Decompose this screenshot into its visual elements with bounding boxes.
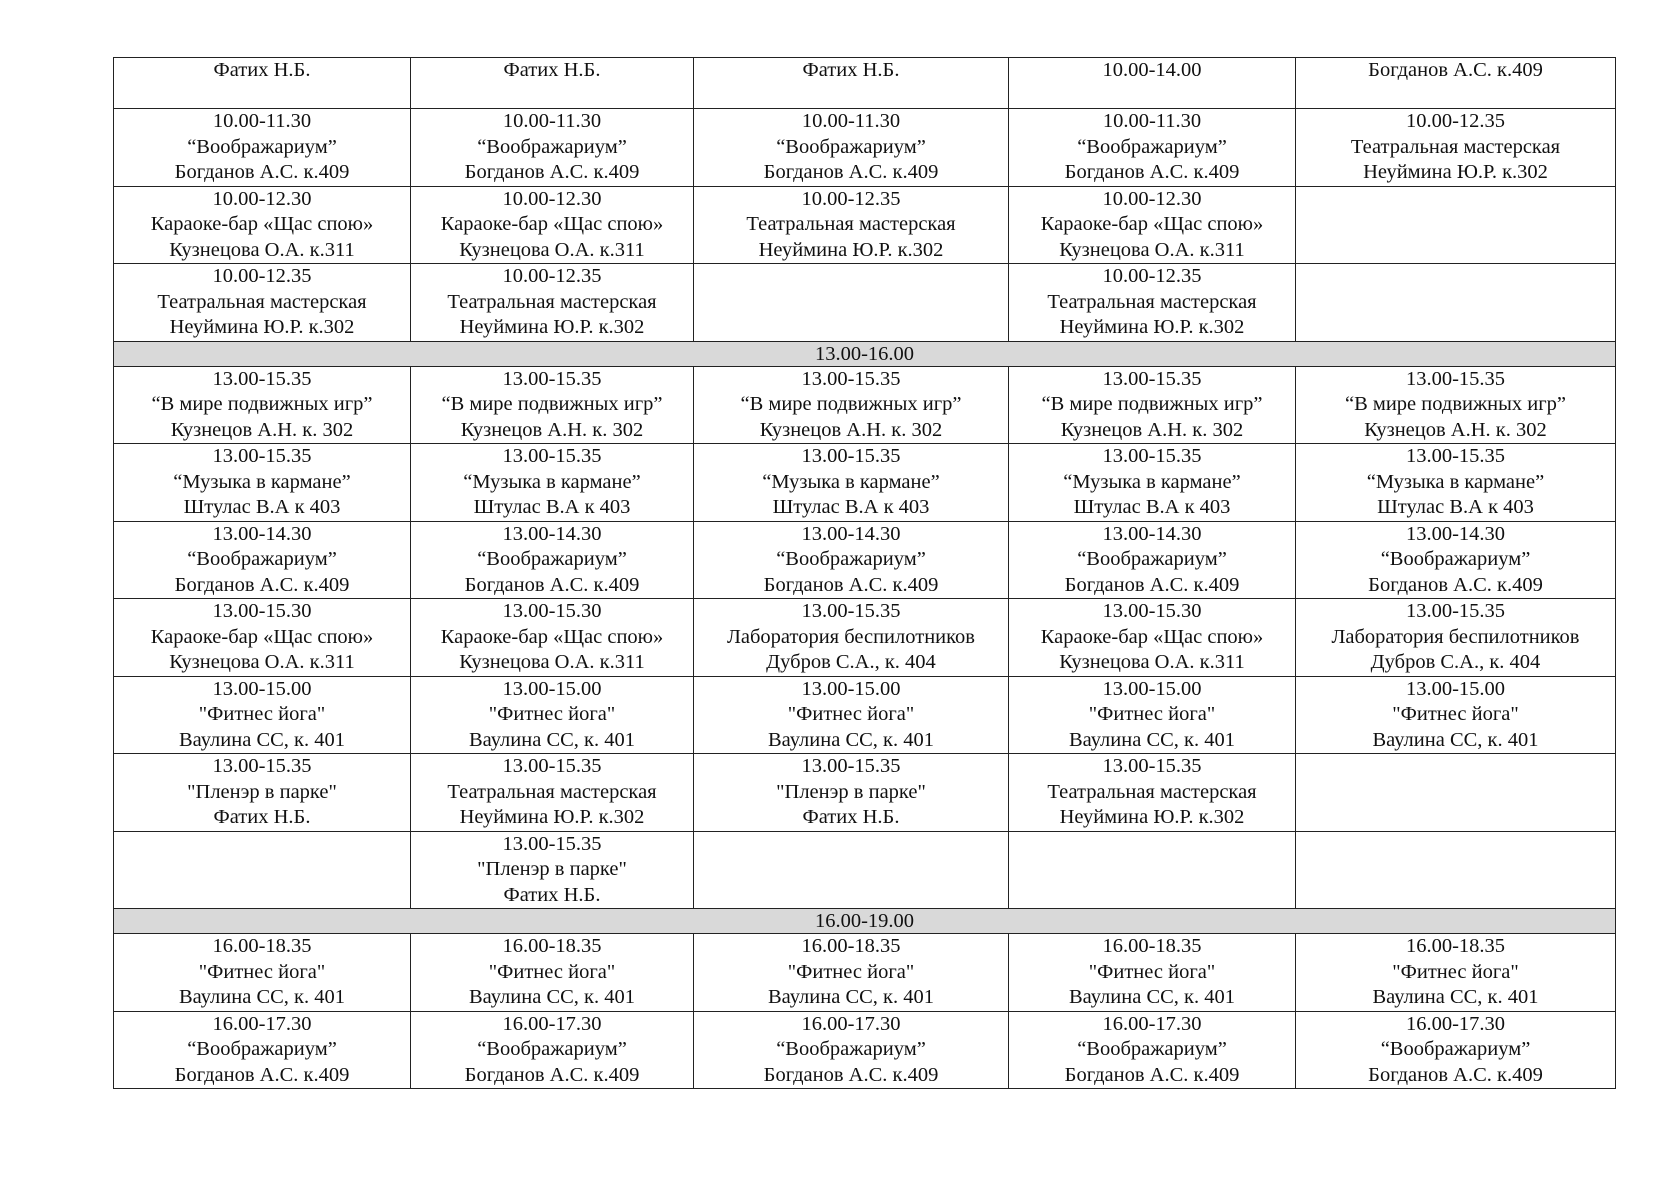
time-range: 13.00-15.35 [1405, 600, 1506, 622]
activity-name: “Воображариум” [1380, 1038, 1531, 1060]
teacher-room: Богданов А.С. к.409 [464, 161, 640, 183]
activity-name: Караоке-бар «Щас спою» [440, 213, 664, 235]
activity-name: Театральная мастерская [746, 213, 956, 235]
teacher-room: Богданов А.С. к.409 [174, 1063, 350, 1086]
class-entry-cell [411, 444, 694, 522]
table-row [114, 754, 1616, 832]
teacher-room: Неуймина Ю.Р. к.302 [459, 316, 645, 338]
teacher-room: Кузнецов А.Н. к. 302 [460, 418, 644, 441]
class-entry-cell [1296, 521, 1616, 599]
time-range: 13.00-15.00 [1102, 677, 1202, 700]
class-entry-cell [1009, 366, 1296, 444]
activity-name: "Фитнес йога" [787, 703, 915, 725]
class-entry-cell [694, 521, 1009, 599]
activity-name: Театральная мастерская [1047, 290, 1257, 313]
class-entry-cell [1296, 676, 1616, 754]
activity-name: “Музыка в кармане” [1063, 470, 1241, 493]
teacher-room: Ваулина СС, к. 401 [1372, 728, 1539, 751]
time-range: 13.00-15.35 [1102, 755, 1202, 777]
table-row [114, 109, 1616, 187]
class-entry-cell [114, 444, 411, 522]
empty-cell [694, 264, 1009, 342]
time-range: 13.00-15.30 [502, 600, 602, 622]
class-entry-cell [114, 186, 411, 264]
activity-name: “Воображариум” [776, 135, 926, 158]
activity-name: "Фитнес йога" [1392, 703, 1519, 725]
time-range: 13.00-15.30 [212, 600, 312, 622]
activity-name: "Фитнес йога" [1088, 703, 1216, 725]
teacher-room: Ваулина СС, к. 401 [1068, 986, 1236, 1008]
activity-name: “Музыка в кармане” [463, 470, 641, 493]
teacher-room: Ваулина СС, к. 401 [1068, 728, 1236, 751]
activity-name: “Воображариум” [1077, 1038, 1227, 1060]
time-range: 13.00-15.35 [1102, 445, 1202, 467]
empty-cell [114, 831, 411, 909]
class-entry-cell [411, 366, 694, 444]
teacher-room: Богданов А.С. к.409 [1368, 1063, 1543, 1086]
table-row [114, 934, 1616, 1012]
teacher-room: Неуймина Ю.Р. к.302 [1363, 161, 1548, 183]
teacher-room: Богданов А.С. к.409 [763, 161, 939, 183]
class-entry-cell [1009, 754, 1296, 832]
table-row [114, 186, 1616, 264]
teacher-room: Кузнецова О.А. к.311 [459, 238, 645, 261]
empty-cell [1296, 831, 1616, 909]
activity-name: Лаборатория беспилотников [1331, 625, 1580, 648]
activity-name: “Воображариум” [477, 548, 627, 570]
teacher-room: Неуймина Ю.Р. к.302 [1059, 806, 1245, 828]
teacher-room: Кузнецова О.А. к.311 [1059, 238, 1245, 261]
activity-name: "Пленэр в парке" [477, 858, 627, 880]
time-range: 16.00-18.35 [801, 935, 901, 957]
time-range: 13.00-15.35 [1405, 367, 1506, 390]
activity-name: “В мире подвижных игр” [1344, 393, 1567, 415]
time-range: 13.00-15.35 [502, 832, 602, 855]
table-cell [694, 58, 1009, 109]
activity-name: "Пленэр в парке" [187, 780, 337, 803]
teacher-room: Богданов А.С. к.409 [174, 161, 350, 183]
teacher-room: Неуймина Ю.Р. к.302 [459, 806, 645, 828]
empty-cell [1296, 264, 1616, 342]
time-range: 13.00-15.35 [502, 755, 602, 777]
table-row [114, 676, 1616, 754]
teacher-room: Богданов А.С. к.409 [1064, 573, 1240, 596]
activity-name: “Воображариум” [776, 1038, 926, 1060]
teacher-room: Фатих Н.Б. [802, 806, 900, 828]
activity-name: Театральная мастерская [1047, 780, 1257, 803]
teacher-room: Богданов А.С. к.409 [763, 573, 939, 596]
time-range: 13.00-15.30 [1102, 600, 1202, 622]
teacher-room: Штулас В.А к 403 [772, 496, 930, 518]
activity-name: "Фитнес йога" [488, 960, 616, 983]
time-range: 13.00-15.35 [212, 445, 312, 467]
section-header: 16.00-19.00 [114, 909, 1616, 934]
activity-name: “В мире подвижных игр” [1041, 393, 1263, 415]
time-range: 16.00-18.35 [502, 935, 602, 957]
class-entry-cell [411, 754, 694, 832]
cell-line: Фатих Н.Б. [503, 59, 601, 81]
table-row [114, 1011, 1616, 1089]
section-header-row [114, 909, 1616, 934]
time-range: 13.00-15.00 [502, 677, 602, 700]
activity-name: "Фитнес йога" [198, 960, 326, 983]
class-entry-cell [114, 754, 411, 832]
time-range: 10.00-11.30 [212, 110, 312, 132]
time-range: 13.00-15.00 [801, 677, 901, 700]
class-entry-cell [114, 599, 411, 677]
time-range: 16.00-18.35 [212, 935, 312, 957]
time-range: 16.00-17.30 [502, 1012, 602, 1035]
class-entry-cell [694, 676, 1009, 754]
time-range: 13.00-15.35 [212, 755, 312, 777]
activity-name: “Воображариум” [477, 1038, 627, 1060]
time-range: 13.00-15.35 [801, 600, 901, 622]
teacher-room: Богданов А.С. к.409 [763, 1063, 939, 1086]
time-range: 10.00-12.30 [212, 187, 312, 210]
activity-name: “Воображариум” [1380, 548, 1531, 570]
time-range: 13.00-15.35 [801, 445, 901, 467]
class-entry-cell [411, 599, 694, 677]
table-row [114, 264, 1616, 342]
activity-name: Караоке-бар «Щас спою» [150, 625, 374, 648]
class-entry-cell [694, 444, 1009, 522]
teacher-room: Фатих Н.Б. [503, 883, 601, 906]
activity-name: "Пленэр в парке" [776, 780, 926, 803]
class-entry-cell [694, 186, 1009, 264]
cell-line: Богданов А.С. к.409 [1368, 59, 1543, 81]
activity-name: “Воображариум” [776, 548, 926, 570]
class-entry-cell [411, 521, 694, 599]
activity-name: “В мире подвижных игр” [151, 393, 373, 415]
table-row [114, 521, 1616, 599]
teacher-room: Штулас В.А к 403 [1377, 496, 1534, 518]
class-entry-cell [411, 264, 694, 342]
class-entry-cell [411, 186, 694, 264]
activity-name: Театральная мастерская [1350, 135, 1561, 158]
section-header-row [114, 341, 1616, 366]
table-cell [1296, 58, 1616, 109]
teacher-room: Дубров С.А., к. 404 [766, 651, 936, 673]
time-range: 13.00-15.35 [801, 367, 901, 390]
time-range: 16.00-18.35 [1405, 935, 1506, 957]
time-range: 13.00-15.00 [212, 677, 312, 700]
activity-name: Караоке-бар «Щас спою» [1040, 625, 1264, 648]
activity-name: “Воображариум” [187, 548, 337, 570]
time-range: 13.00-15.00 [1405, 677, 1506, 700]
time-range: 16.00-17.30 [212, 1012, 312, 1035]
time-range: 16.00-17.30 [801, 1012, 901, 1035]
class-entry-cell [1296, 599, 1616, 677]
activity-name: “В мире подвижных игр” [740, 393, 962, 415]
class-entry-cell [694, 366, 1009, 444]
class-entry-cell [1009, 186, 1296, 264]
activity-name: “Воображариум” [187, 1038, 337, 1060]
class-entry-cell [411, 1011, 694, 1089]
activity-name: “Музыка в кармане” [1366, 470, 1545, 493]
activity-name: Театральная мастерская [157, 290, 367, 313]
class-entry-cell [1296, 1011, 1616, 1089]
class-entry-cell [411, 831, 694, 909]
cell-line: Фатих Н.Б. [802, 59, 900, 81]
time-range: 13.00-15.35 [502, 445, 602, 467]
time-range: 10.00-12.30 [1102, 187, 1202, 210]
teacher-room: Ваулина СС, к. 401 [178, 986, 346, 1008]
schedule-body [114, 58, 1616, 1089]
class-entry-cell [1009, 599, 1296, 677]
empty-cell [1296, 186, 1616, 264]
activity-name: Театральная мастерская [447, 290, 657, 313]
activity-name: “Воображариум” [477, 135, 627, 158]
teacher-room: Дубров С.А., к. 404 [1370, 651, 1541, 673]
table-row [114, 366, 1616, 444]
class-entry-cell [694, 934, 1009, 1012]
teacher-room: Ваулина СС, к. 401 [767, 986, 935, 1008]
teacher-room: Богданов А.С. к.409 [1064, 161, 1240, 183]
time-range: 13.00-15.35 [1102, 367, 1202, 390]
table-cell [114, 58, 411, 109]
teacher-room: Богданов А.С. к.409 [464, 573, 640, 596]
time-range: 10.00-12.30 [502, 187, 602, 210]
class-entry-cell [114, 934, 411, 1012]
time-range: 13.00-14.30 [801, 522, 901, 545]
time-range: 13.00-14.30 [502, 522, 602, 545]
time-range: 10.00-12.35 [502, 265, 602, 287]
teacher-room: Ваулина СС, к. 401 [468, 986, 636, 1008]
table-cell [1009, 58, 1296, 109]
activity-name: "Фитнес йога" [488, 703, 616, 725]
table-row [114, 599, 1616, 677]
section-header: 13.00-16.00 [114, 341, 1616, 366]
empty-cell [694, 831, 1009, 909]
class-entry-cell [1296, 934, 1616, 1012]
time-range: 13.00-15.35 [801, 755, 901, 777]
class-entry-cell [1009, 444, 1296, 522]
cell-line: Фатих Н.Б. [213, 59, 311, 81]
activity-name: Караоке-бар «Щас спою» [1040, 213, 1264, 235]
class-entry-cell [1009, 109, 1296, 187]
teacher-room: Неуймина Ю.Р. к.302 [758, 238, 944, 261]
class-entry-cell [1296, 366, 1616, 444]
empty-cell [1296, 754, 1616, 832]
time-range: 16.00-17.30 [1405, 1012, 1506, 1035]
activity-name: “Музыка в кармане” [762, 470, 940, 493]
time-range: 10.00-12.35 [1102, 265, 1202, 287]
time-range: 13.00-14.30 [1405, 522, 1506, 545]
class-entry-cell [1296, 444, 1616, 522]
teacher-room: Кузнецова О.А. к.311 [169, 651, 355, 673]
teacher-room: Кузнецов А.Н. к. 302 [1060, 418, 1244, 441]
activity-name: "Фитнес йога" [1392, 960, 1519, 983]
activity-name: "Фитнес йога" [787, 960, 915, 983]
class-entry-cell [1009, 264, 1296, 342]
teacher-room: Штулас В.А к 403 [183, 496, 341, 518]
class-entry-cell [1009, 934, 1296, 1012]
teacher-room: Богданов А.С. к.409 [1368, 573, 1543, 596]
teacher-room: Богданов А.С. к.409 [464, 1063, 640, 1086]
teacher-room: Фатих Н.Б. [213, 806, 311, 828]
teacher-room: Кузнецова О.А. к.311 [169, 238, 355, 261]
class-entry-cell [114, 109, 411, 187]
table-cell [411, 58, 694, 109]
teacher-room: Ваулина СС, к. 401 [1372, 986, 1539, 1008]
schedule-table [113, 57, 1616, 1089]
class-entry-cell [1009, 521, 1296, 599]
class-entry-cell [114, 521, 411, 599]
class-entry-cell [1009, 676, 1296, 754]
class-entry-cell [1009, 1011, 1296, 1089]
class-entry-cell [1296, 109, 1616, 187]
teacher-room: Штулас В.А к 403 [473, 496, 631, 518]
class-entry-cell [114, 1011, 411, 1089]
activity-name: Лаборатория беспилотников [727, 625, 975, 648]
activity-name: “Воображариум” [1077, 548, 1227, 570]
empty-cell [1009, 831, 1296, 909]
class-entry-cell [411, 109, 694, 187]
teacher-room: Кузнецов А.Н. к. 302 [170, 418, 354, 441]
teacher-room: Ваулина СС, к. 401 [468, 728, 636, 751]
activity-name: "Фитнес йога" [198, 703, 326, 725]
activity-name: “В мире подвижных игр” [441, 393, 663, 415]
teacher-room: Ваулина СС, к. 401 [178, 728, 346, 751]
teacher-room: Богданов А.С. к.409 [174, 573, 350, 596]
class-entry-cell [411, 934, 694, 1012]
teacher-room: Кузнецова О.А. к.311 [459, 651, 645, 673]
teacher-room: Кузнецов А.Н. к. 302 [1364, 418, 1547, 441]
class-entry-cell [114, 264, 411, 342]
class-entry-cell [411, 676, 694, 754]
activity-name: “Музыка в кармане” [173, 470, 351, 493]
time-range: 10.00-12.35 [801, 187, 901, 210]
class-entry-cell [114, 676, 411, 754]
activity-name: “Воображариум” [187, 135, 337, 158]
time-range: 10.00-11.30 [502, 110, 602, 132]
cell-line: 10.00-14.00 [1102, 59, 1202, 81]
table-row [114, 58, 1616, 109]
teacher-room: Неуймина Ю.Р. к.302 [1059, 316, 1245, 338]
class-entry-cell [114, 366, 411, 444]
table-row [114, 831, 1616, 909]
teacher-room: Ваулина СС, к. 401 [767, 728, 935, 751]
class-entry-cell [694, 754, 1009, 832]
time-range: 16.00-18.35 [1102, 935, 1202, 957]
time-range: 13.00-15.35 [1405, 445, 1506, 467]
time-range: 10.00-12.35 [212, 265, 312, 287]
activity-name: “Воображариум” [1077, 135, 1227, 158]
teacher-room: Кузнецова О.А. к.311 [1059, 651, 1245, 673]
activity-name: Караоке-бар «Щас спою» [150, 213, 374, 235]
table-row [114, 444, 1616, 522]
time-range: 13.00-14.30 [212, 522, 312, 545]
time-range: 10.00-12.35 [1405, 110, 1506, 132]
teacher-room: Неуймина Ю.Р. к.302 [169, 316, 355, 338]
activity-name: Театральная мастерская [447, 780, 657, 803]
activity-name: "Фитнес йога" [1088, 960, 1216, 983]
time-range: 10.00-11.30 [1102, 110, 1202, 132]
class-entry-cell [694, 599, 1009, 677]
time-range: 13.00-15.35 [212, 367, 312, 390]
time-range: 13.00-15.35 [502, 367, 602, 390]
class-entry-cell [694, 109, 1009, 187]
time-range: 10.00-11.30 [801, 110, 901, 132]
activity-name: Караоке-бар «Щас спою» [440, 625, 664, 648]
class-entry-cell [694, 1011, 1009, 1089]
time-range: 13.00-14.30 [1102, 522, 1202, 545]
teacher-room: Штулас В.А к 403 [1073, 496, 1231, 518]
teacher-room: Богданов А.С. к.409 [1064, 1063, 1240, 1086]
time-range: 16.00-17.30 [1102, 1012, 1202, 1035]
teacher-room: Кузнецов А.Н. к. 302 [759, 418, 943, 441]
